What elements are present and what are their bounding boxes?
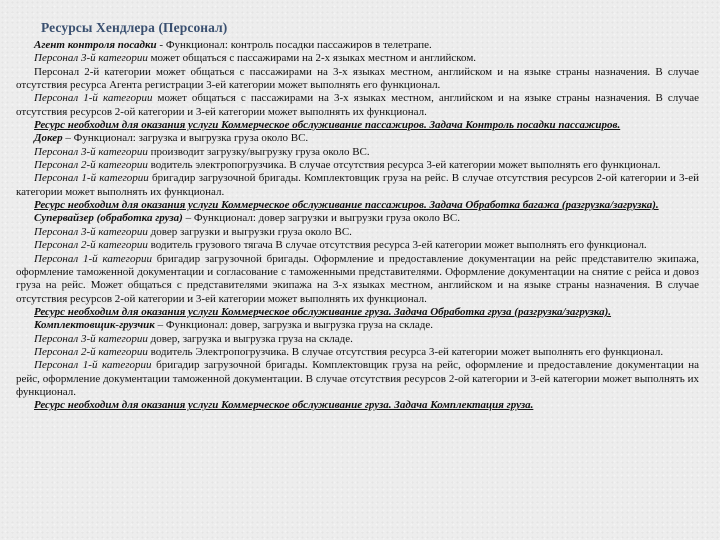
category-label: Персонал 1-й категории — [34, 92, 153, 105]
category-description: водитель грузового тягача В случае отсутствия ресурса 3-ей категории может выполнять его функционал. — [147, 239, 647, 252]
document-body — [16, 39, 699, 413]
task-note: Ресурс необходим для оказания услуги Коммерческое обслуживание груза. Задача Комплектация груза. — [34, 399, 534, 412]
paragraph-boarding-agent — [16, 39, 699, 52]
separator: – — [62, 132, 74, 145]
task-note-cargo-picking — [16, 399, 699, 412]
category-label: Персонал 3-й категории — [34, 225, 148, 238]
role-name: Комплектовщик-грузчик — [34, 319, 155, 332]
category-label: Персонал 3-й категории — [34, 332, 148, 345]
role-description: Функционал: довер, загрузка и выгрузка груза на складе. — [165, 319, 434, 332]
category-description: может общаться с пассажирами на 2-х языках местном и английском. — [147, 52, 477, 65]
role-description: Функционал: довер загрузки и выгрузки груза около ВС. — [193, 212, 461, 225]
task-note: Ресурс необходим для оказания услуги Коммерческое обслуживание пассажиров. Задача Контроль посадки пассажиров. — [34, 119, 621, 132]
paragraph-category-1 — [16, 253, 699, 306]
category-label: Персонал 1-й категории — [34, 172, 149, 185]
category-description: производит загрузку/выгрузку груза около ВС. — [147, 145, 370, 158]
task-note-baggage-handling — [16, 199, 699, 212]
category-label: Персонал 1-й категории — [34, 359, 152, 372]
paragraph-category-1 — [16, 359, 699, 399]
separator: - — [156, 39, 166, 51]
page-title: Ресурсы Хендлера (Персонал) — [41, 20, 228, 35]
paragraph-cargo-supervisor — [16, 212, 699, 225]
role-description: Функционал: контроль посадки пассажиров в телетрапе. — [165, 39, 432, 51]
category-description: довер загрузки и выгрузки груза около ВС. — [147, 225, 352, 238]
paragraph-category-3 — [16, 52, 699, 65]
role-name: Докер — [34, 132, 63, 145]
paragraph-picker-loader — [16, 319, 699, 332]
role-description: Функционал: загрузка и выгрузка груза около ВС. — [73, 132, 309, 145]
paragraph-category-1 — [16, 92, 699, 119]
task-note: Ресурс необходим для оказания услуги Коммерческое обслуживание пассажиров. Задача Обработка багажа (разгрузка/загрузка). — [34, 199, 659, 212]
paragraph-category-2 — [16, 346, 699, 359]
category-description: бригадир загрузочной бригады. Комплектовщик груза на рейс. В случае отсутствия ресурсов 2-ой категории и 3-ей категории может выполнять их функционал. — [16, 172, 699, 198]
category-description: бригадир загрузочной бригады. Оформление и предоставление документации на рейс представителю экипажа, оформление таможенной документации и согласование с таможенными представителями. Оформление документации на снятие с рейса и довоз груза на рейс. Может общаться с представителями экипажа на 3-х языках местном, английском и на языке страны назначения. В случае отсутствия ресурсов 2-ой категории и 3-ей категории может выполнять их функционал. — [16, 252, 700, 305]
paragraph-category-3 — [16, 146, 699, 159]
category-label: Персонал 3-й категории — [34, 52, 148, 65]
separator: – — [182, 212, 194, 225]
task-note-boarding-control — [16, 119, 699, 132]
category-description: довер, загрузка и выгрузка груза на складе. — [147, 332, 353, 345]
paragraph-category-2 — [16, 66, 699, 93]
category-label: Персонал 2-й категории — [34, 239, 148, 252]
paragraph-docker — [16, 132, 699, 145]
role-name: Супервайзер (обработка груза) — [34, 212, 183, 225]
paragraph-category-3 — [16, 333, 699, 346]
task-note: Ресурс необходим для оказания услуги Коммерческое обслуживание груза. Задача Обработка груза (разгрузка/загрузка). — [34, 305, 612, 318]
category-label: Персонал 2-й категории — [34, 345, 148, 358]
category-description: водитель электропогрузчика. В случае отсутствия ресурса 3-ей категории может выполнять его функционал. — [147, 159, 661, 172]
category-description: водитель Электропогрузчика. В случае отсутствия ресурса 3-ей категории может выполнять его функционал. — [147, 345, 664, 358]
category-description: Персонал 2-й категории может общаться с пассажирами на 3-х языках местном, английском и на языке страны назначения. В случае отсутствия ресурса Агента регистрации 3-ей категории может выполнять его функционал. — [16, 65, 699, 92]
task-note-cargo-handling — [16, 306, 699, 319]
category-label: Персонал 1-й категории — [34, 252, 152, 265]
category-description: бригадир загрузочной бригады. Комплектовщик груза на рейс, оформление и предоставление документации на рейс, оформление документации таможенной документации. В случае отсутствия ресурсов 2-ой категории и 3-ей категории может выполнять их функционал. — [16, 359, 699, 398]
role-name: Агент контроля посадки — [34, 39, 157, 51]
category-label: Персонал 3-й категории — [34, 145, 148, 158]
category-label: Персонал 2-й категории — [34, 159, 148, 172]
paragraph-category-3 — [16, 226, 699, 239]
separator: – — [154, 319, 166, 332]
paragraph-category-2 — [16, 159, 699, 172]
paragraph-category-2 — [16, 239, 699, 252]
paragraph-category-1 — [16, 172, 699, 199]
category-description: может общаться с пассажирами на 3-х языках местном, английском и на языке страны назначения. В случае отсутствия ресурсов 2-ой категории и 3-ей категории может выполнять их функционал. — [16, 92, 700, 118]
